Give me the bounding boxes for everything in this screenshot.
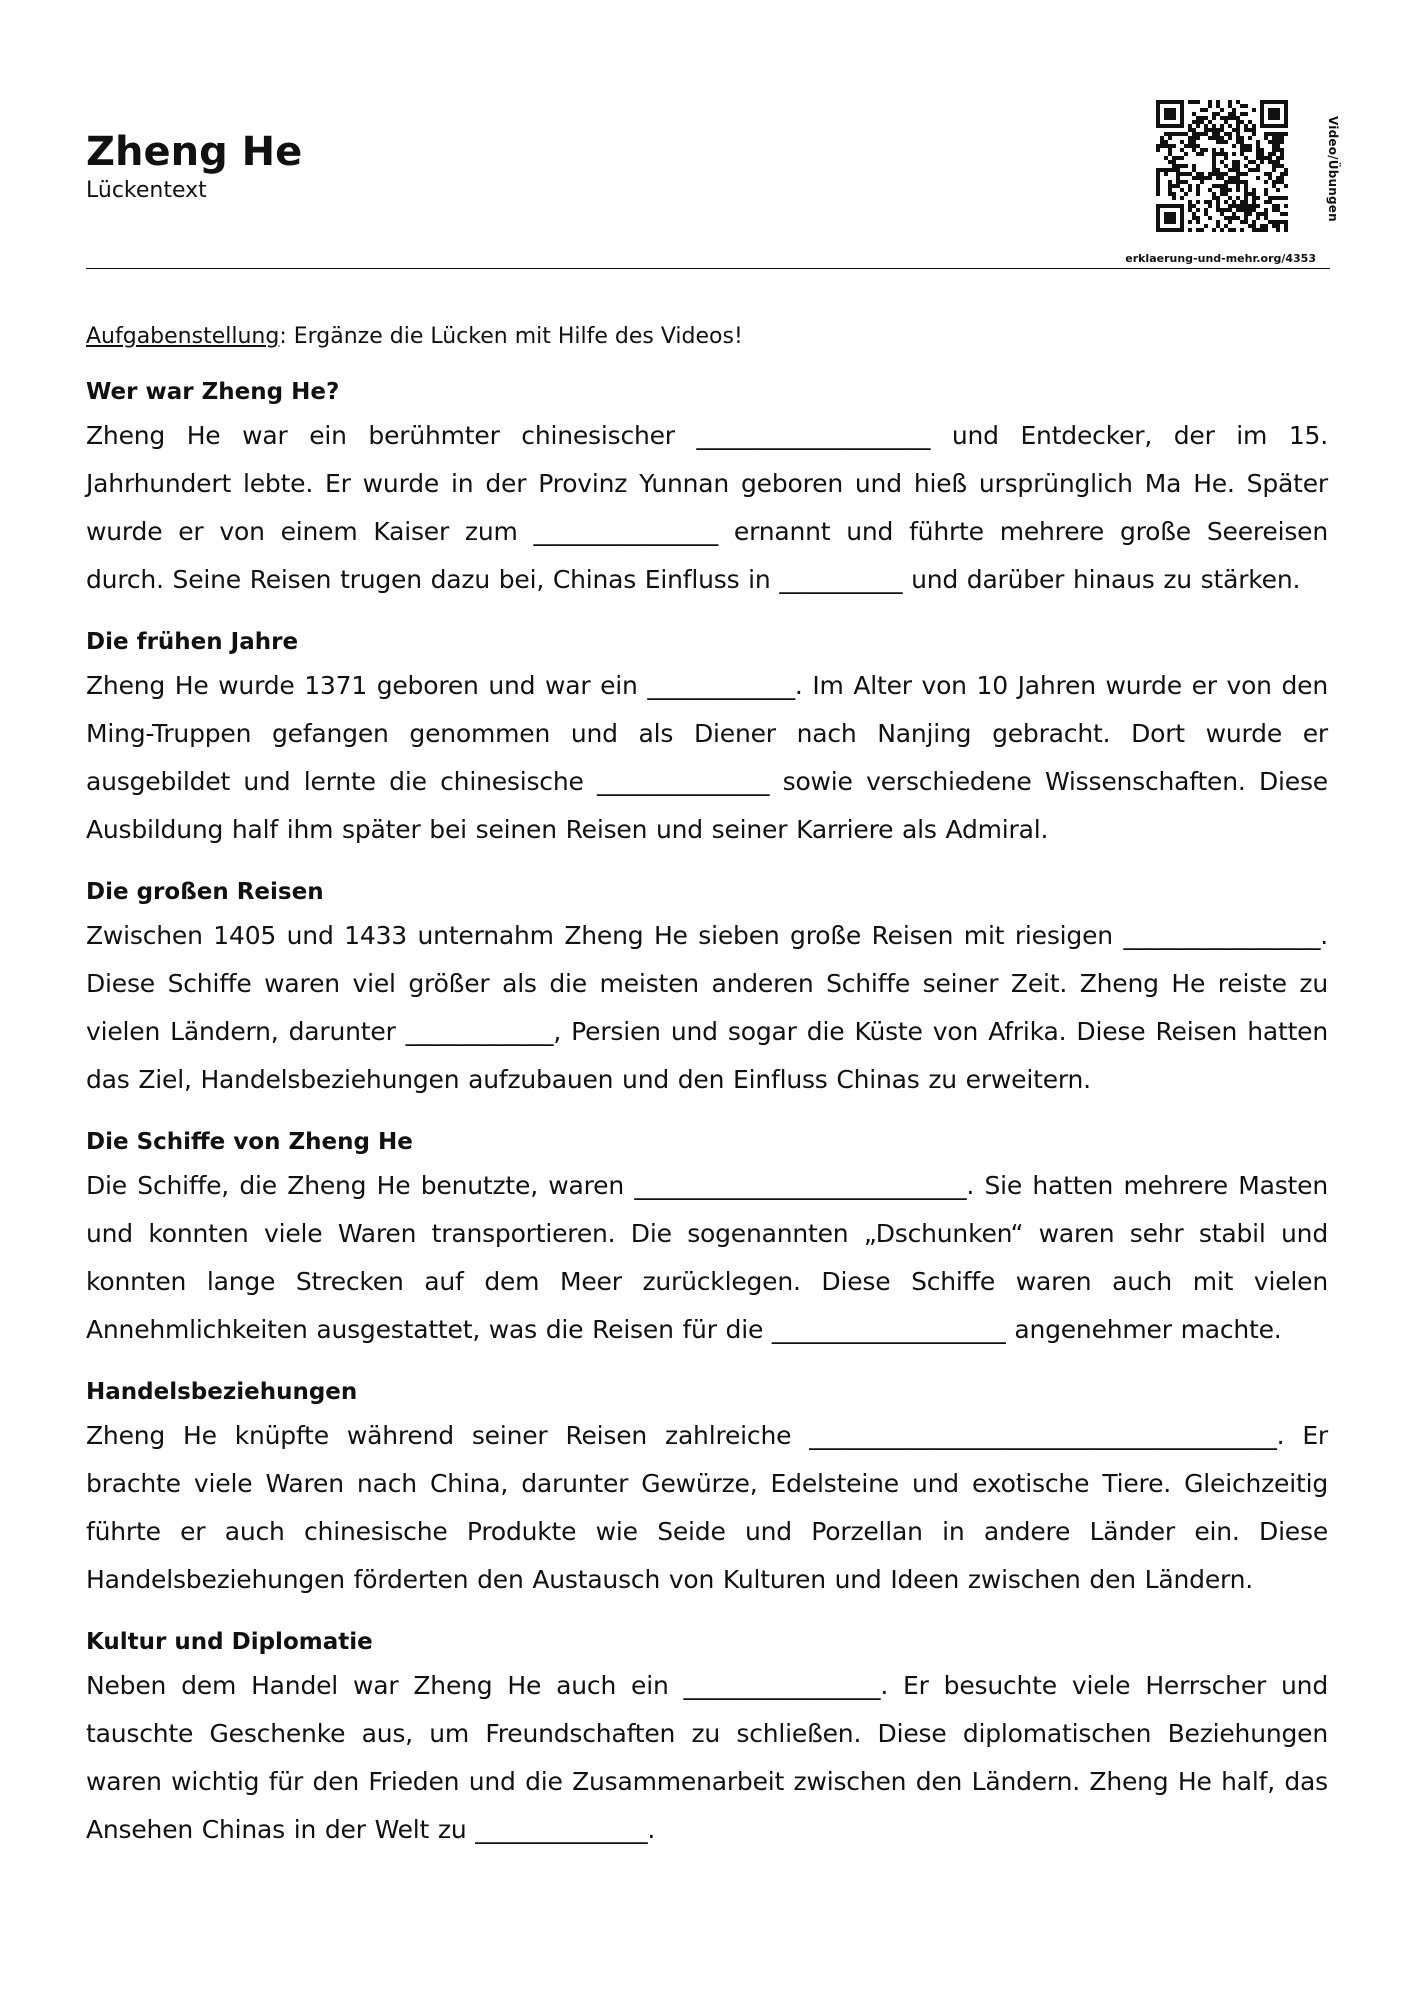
section-text: Zheng He wurde 1371 geboren und war ein ____________. Im Alter von 10 Jahren wurde er von den Ming-Truppen gefangen genommen und als Diener nach Nanjing gebracht. Dort wurde er ausgebildet und lernte die chinesische ______________ sowie verschiedene Wissenschaften. Diese Ausbildung half ihm später bei seinen Reisen und seiner Karriere als Admiral. bbox=[86, 671, 1328, 844]
section-text: Zwischen 1405 und 1433 unternahm Zheng He sieben große Reisen mit riesigen ________________. Diese Schiffe waren viel größer als die meisten anderen Schiffe seiner Zeit. Zheng He reiste zu vielen Ländern, darunter ____________, Persien und sogar die Küste von Afrika. Diese Reisen hatten das Ziel, Handelsbeziehungen aufzubauen und den Einfluss Chinas zu erweitern. bbox=[86, 921, 1328, 1094]
qr-code-icon[interactable] bbox=[1156, 100, 1288, 232]
task-instruction bbox=[86, 322, 1328, 352]
worksheet-header bbox=[86, 128, 302, 206]
header-divider bbox=[86, 268, 1330, 269]
section-heading: Die Schiffe von Zheng He bbox=[86, 1129, 413, 1155]
worksheet-content bbox=[86, 322, 1328, 1872]
section-text: Zheng He war ein berühmter chinesischer ___________________ und Entdecker, der im 15. Jahrhundert lebte. Er wurde in der Provinz Yunnan geboren und hieß ursprünglich Ma He. Später wurde er von einem Kaiser zum _______________ ernannt und führte mehrere große Seereisen durch. Seine Reisen trugen dazu bei, Chinas Einfluss in __________ und darüber hinaus zu stärken. bbox=[86, 421, 1328, 594]
section-heading: Handelsbeziehungen bbox=[86, 1379, 358, 1405]
video-label: Video/Übungen bbox=[1326, 116, 1340, 222]
section-heading: Kultur und Diplomatie bbox=[86, 1629, 373, 1655]
section-heading: Wer war Zheng He? bbox=[86, 379, 340, 405]
section-text: Zheng He knüpfte während seiner Reisen zahlreiche ______________________________________. Er brachte viele Waren nach China, darunter Gewürze, Edelsteine und exotische Tiere. Gleichzeitig führte er auch chinesische Produkte wie Seide und Porzellan in andere Länder ein. Diese Handelsbeziehungen förderten den Austausch von Kulturen und Ideen zwischen den Ländern. bbox=[86, 1421, 1328, 1594]
page-subtitle: Lückentext bbox=[86, 178, 207, 203]
task-text: : Ergänze die Lücken mit Hilfe des Videos! bbox=[279, 324, 743, 349]
section-text: Neben dem Handel war Zheng He auch ein ________________. Er besuchte viele Herrscher und tauschte Geschenke aus, um Freundschaften zu schließen. Diese diplomatischen Beziehungen waren wichtig für den Frieden und die Zusammenarbeit zwischen den Ländern. Zheng He half, das Ansehen Chinas in der Welt zu ______________. bbox=[86, 1671, 1328, 1844]
section-text: Die Schiffe, die Zheng He benutzte, waren ___________________________. Sie hatten mehrere Masten und konnten viele Waren transportieren. Die sogenannten „Dschunken“ waren sehr stabil und konnten lange Strecken auf dem Meer zurücklegen. Diese Schiffe waren auch mit vielen Annehmlichkeiten ausgestattet, was die Reisen für die ___________________ angenehmer machte. bbox=[86, 1171, 1328, 1344]
page-title: Zheng He bbox=[86, 129, 303, 175]
website-link[interactable]: erklaerung-und-mehr.org/4353 bbox=[1125, 252, 1316, 265]
section-heading: Die frühen Jahre bbox=[86, 629, 299, 655]
task-label: Aufgabenstellung bbox=[86, 324, 280, 349]
section-heading: Die großen Reisen bbox=[86, 879, 324, 905]
